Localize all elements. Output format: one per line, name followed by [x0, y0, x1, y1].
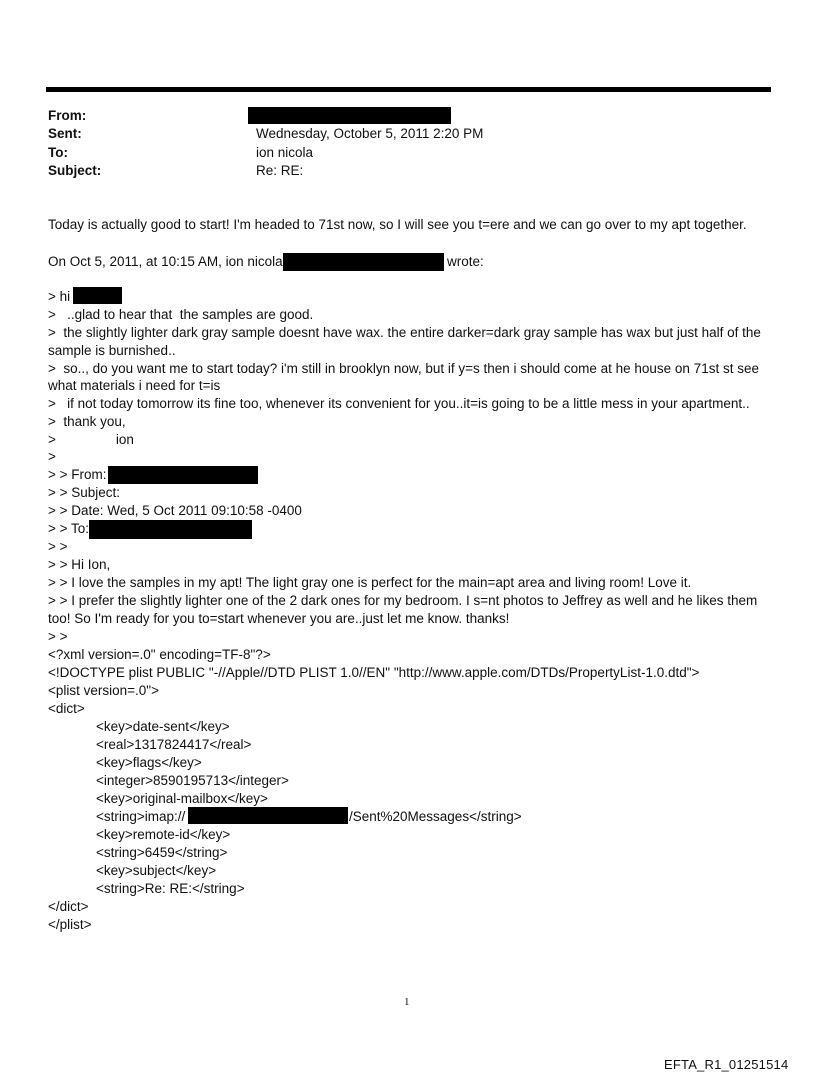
quoted-line: > > Hi Ion,	[48, 557, 111, 572]
quoted-line: > so.., do you want me to start today? i'm still in brooklyn now, but if y=s then i should come at he house on 71st st see	[48, 361, 759, 376]
closing-line: </dict>	[48, 899, 89, 914]
quoted-line: too! So I'm ready for you to=start whenever you are..just let me know. thanks!	[48, 611, 510, 626]
redacted-name	[73, 287, 122, 304]
quoted-line: <dict>	[48, 701, 85, 716]
to-value: ion nicola	[256, 145, 314, 160]
quoted-line: >	[48, 449, 56, 464]
quote-intro-text: On Oct 5, 2011, at 10:15 AM, ion nicola	[48, 254, 283, 269]
document-id: EFTA_R1_01251514	[664, 1057, 789, 1072]
plist-line: <key>date-sent</key>	[96, 719, 230, 734]
redacted-mailbox	[188, 807, 348, 824]
quoted-line: > > Subject:	[48, 485, 121, 500]
plist-line: <key>original-mailbox</key>	[96, 791, 268, 806]
quoted-line: what materials i need for t=is	[48, 378, 221, 393]
quoted-line: > if not today tomorrow its fine too, whenever its convenient for you..it=is going to be a little mess in your apartment..	[48, 396, 750, 411]
redacted-from	[108, 466, 258, 484]
from-label: From:	[48, 108, 87, 123]
top-rule	[46, 87, 771, 92]
redacted-sender	[248, 107, 451, 124]
to-label: To:	[48, 145, 68, 160]
quoted-line: <?xml version=.0" encoding=TF-8"?>	[48, 647, 271, 662]
page-number: 1	[404, 996, 410, 1008]
quote-intro	[48, 253, 283, 271]
plist-line: <string>6459</string>	[96, 845, 228, 860]
plist-line: <key>remote-id</key>	[96, 827, 231, 842]
plist-line: <key>subject</key>	[96, 863, 217, 878]
quoted-line: > > To:	[48, 521, 90, 536]
quoted-line: > >	[48, 539, 68, 554]
quoted-line: > hi	[48, 289, 71, 304]
closing-line: </plist>	[48, 917, 92, 932]
quoted-line: <!DOCTYPE plist PUBLIC "-//Apple//DTD PLIST 1.0//EN" "http://www.apple.com/DTDs/PropertyList-1.0.dtd">	[48, 665, 700, 680]
quoted-line: > >	[48, 629, 68, 644]
plist-line: <integer>8590195713</integer>	[96, 773, 289, 788]
plist-line: <key>flags</key>	[96, 755, 202, 770]
quoted-line: > thank you,	[48, 414, 126, 429]
quoted-line: > > Date: Wed, 5 Oct 2011 09:10:58 -0400	[48, 503, 302, 518]
sent-label: Sent:	[48, 126, 82, 141]
quoted-line: > > I love the samples in my apt! The light gray one is perfect for the main=apt area and living room! Love it.	[48, 575, 692, 590]
quoted-line: > ..glad to hear that the samples are good.	[48, 307, 314, 322]
quoted-line: sample is burnished..	[48, 343, 176, 358]
quoted-line: > > From:	[48, 467, 107, 482]
plist-line: <real>1317824417</real>	[96, 737, 252, 752]
plist-line: <string>imap://	[96, 809, 186, 824]
subject-value: Re: RE:	[256, 163, 304, 178]
subject-label: Subject:	[48, 163, 102, 178]
message-intro: Today is actually good to start! I'm headed to 71st now, so I will see you t=ere and we can go over to my apt together.	[48, 217, 747, 232]
quoted-line: > > I prefer the slightly lighter one of the 2 dark ones for my bedroom. I s=nt photos to Jeffrey as well and he likes them	[48, 593, 758, 608]
redacted-to	[89, 520, 252, 539]
sent-value: Wednesday, October 5, 2011 2:20 PM	[256, 126, 484, 141]
redacted-email	[283, 253, 444, 271]
plist-line: /Sent%20Messages</string>	[349, 809, 522, 824]
plist-line: <string>Re: RE:</string>	[96, 881, 245, 896]
quoted-line: > ion	[48, 432, 134, 447]
quoted-line: > the slightly lighter dark gray sample doesnt have wax. the entire darker=dark gray sample has wax but just half of the	[48, 325, 761, 340]
quote-intro-wrote: wrote:	[447, 254, 484, 269]
quoted-line: <plist version=.0">	[48, 683, 159, 698]
